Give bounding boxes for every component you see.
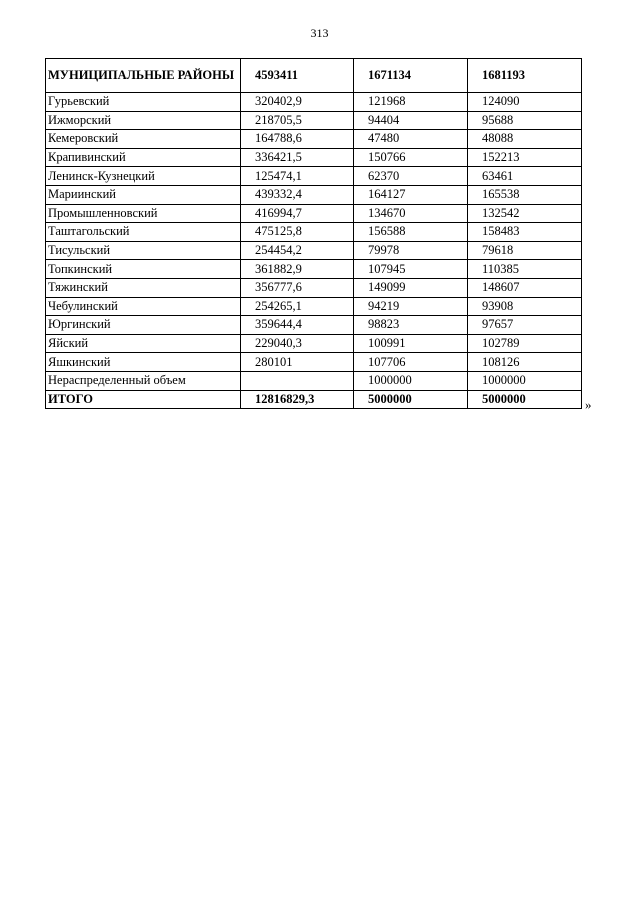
closing-quote: » — [585, 397, 592, 412]
district-name-cell: Нераспределенный объем — [46, 371, 241, 390]
table-row — [46, 334, 582, 353]
value-cell: 125474,1 — [241, 167, 354, 186]
table-row — [46, 260, 582, 279]
district-name-cell: Топкинский — [46, 260, 241, 279]
value-cell: 1000000 — [468, 371, 582, 390]
district-name-cell: Кемеровский — [46, 130, 241, 149]
value-cell: 100991 — [354, 334, 468, 353]
value-cell: 79978 — [354, 241, 468, 260]
value-cell: 102789 — [468, 334, 582, 353]
value-cell: 79618 — [468, 241, 582, 260]
value-cell: 97657 — [468, 316, 582, 335]
district-name-cell: Таштагольский — [46, 223, 241, 242]
table-body — [46, 59, 582, 409]
value-cell: 416994,7 — [241, 204, 354, 223]
value-cell: 107945 — [354, 260, 468, 279]
table-row — [46, 297, 582, 316]
value-cell: 361882,9 — [241, 260, 354, 279]
value-cell: 164127 — [354, 185, 468, 204]
value-cell: 356777,6 — [241, 278, 354, 297]
value-cell: 95688 — [468, 111, 582, 130]
header-cell-district: МУНИЦИПАЛЬНЫЕ РАЙОНЫ — [46, 59, 241, 93]
table-row — [46, 204, 582, 223]
page-number: 313 — [310, 26, 329, 40]
table-row — [46, 111, 582, 130]
header-cell-col1: 4593411 — [241, 59, 354, 93]
value-cell: 12816829,3 — [241, 390, 354, 409]
value-cell: 158483 — [468, 223, 582, 242]
data-table — [45, 58, 582, 409]
value-cell: 98823 — [354, 316, 468, 335]
header-cell-col3: 1681193 — [468, 59, 582, 93]
district-name-cell: Мариинский — [46, 185, 241, 204]
district-name-cell: ИТОГО — [46, 390, 241, 409]
value-cell: 439332,4 — [241, 185, 354, 204]
table-row — [46, 167, 582, 186]
value-cell: 1000000 — [354, 371, 468, 390]
value-cell: 108126 — [468, 353, 582, 372]
value-cell: 94404 — [354, 111, 468, 130]
table-row — [46, 185, 582, 204]
table-row — [46, 371, 582, 390]
table-header-row — [46, 59, 582, 93]
table-row — [46, 241, 582, 260]
value-cell: 165538 — [468, 185, 582, 204]
value-cell: 107706 — [354, 353, 468, 372]
value-cell: 47480 — [354, 130, 468, 149]
value-cell: 152213 — [468, 148, 582, 167]
value-cell: 254454,2 — [241, 241, 354, 260]
district-name-cell: Тяжинский — [46, 278, 241, 297]
value-cell: 134670 — [354, 204, 468, 223]
table-row — [46, 316, 582, 335]
value-cell: 280101 — [241, 353, 354, 372]
district-name-cell: Яшкинский — [46, 353, 241, 372]
table-total-row — [46, 390, 582, 409]
value-cell: 254265,1 — [241, 297, 354, 316]
district-name-cell: Юргинский — [46, 316, 241, 335]
table-row — [46, 223, 582, 242]
value-cell: 320402,9 — [241, 93, 354, 112]
value-cell: 359644,4 — [241, 316, 354, 335]
value-cell: 62370 — [354, 167, 468, 186]
value-cell: 150766 — [354, 148, 468, 167]
value-cell: 218705,5 — [241, 111, 354, 130]
district-name-cell: Ижморский — [46, 111, 241, 130]
value-cell: 475125,8 — [241, 223, 354, 242]
value-cell: 229040,3 — [241, 334, 354, 353]
value-cell: 336421,5 — [241, 148, 354, 167]
district-name-cell: Крапивинский — [46, 148, 241, 167]
value-cell: 149099 — [354, 278, 468, 297]
value-cell — [241, 371, 354, 390]
district-name-cell: Тисульский — [46, 241, 241, 260]
value-cell: 110385 — [468, 260, 582, 279]
value-cell: 148607 — [468, 278, 582, 297]
district-name-cell: Яйский — [46, 334, 241, 353]
value-cell: 94219 — [354, 297, 468, 316]
value-cell: 121968 — [354, 93, 468, 112]
table-row — [46, 353, 582, 372]
value-cell: 93908 — [468, 297, 582, 316]
table-row — [46, 93, 582, 112]
district-name-cell: Промышленновский — [46, 204, 241, 223]
table-row — [46, 278, 582, 297]
value-cell: 48088 — [468, 130, 582, 149]
district-name-cell: Гурьевский — [46, 93, 241, 112]
value-cell: 164788,6 — [241, 130, 354, 149]
value-cell: 132542 — [468, 204, 582, 223]
value-cell: 63461 — [468, 167, 582, 186]
value-cell: 5000000 — [354, 390, 468, 409]
header-cell-col2: 1671134 — [354, 59, 468, 93]
table-row — [46, 148, 582, 167]
value-cell: 5000000 — [468, 390, 582, 409]
district-name-cell: Чебулинский — [46, 297, 241, 316]
value-cell: 124090 — [468, 93, 582, 112]
district-name-cell: Ленинск-Кузнецкий — [46, 167, 241, 186]
value-cell: 156588 — [354, 223, 468, 242]
table-row — [46, 130, 582, 149]
